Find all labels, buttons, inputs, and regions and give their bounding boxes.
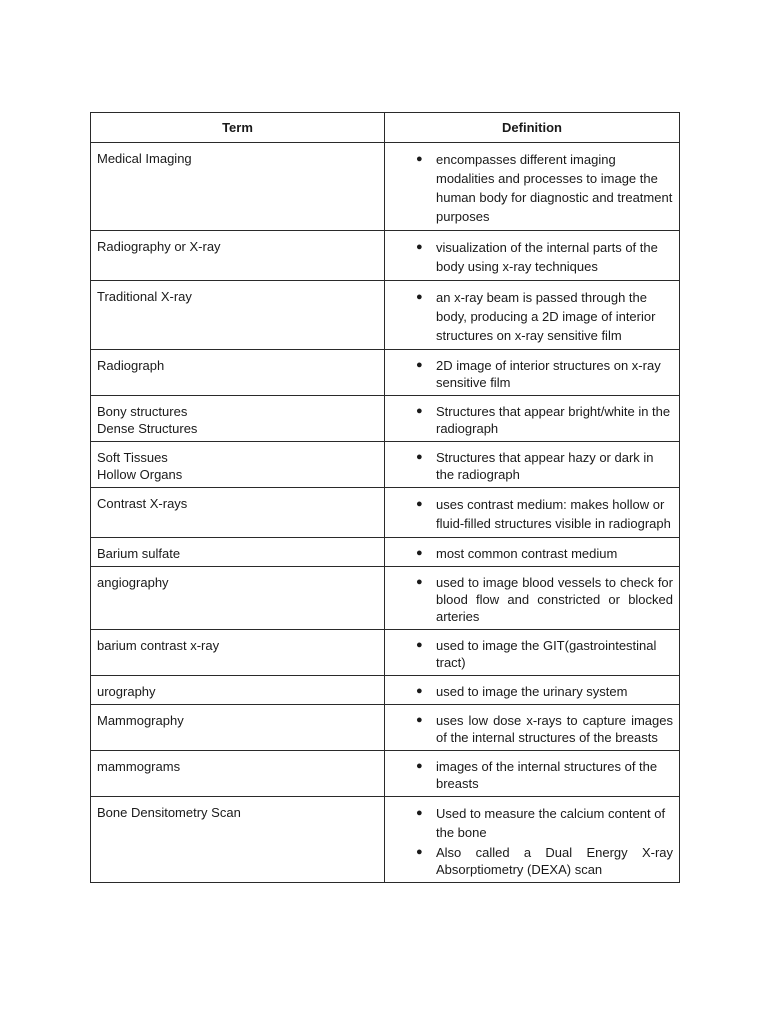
- term-cell: [91, 442, 385, 488]
- bullet-icon: [416, 238, 423, 257]
- definition-list: [391, 758, 673, 792]
- term-cell: [91, 676, 385, 705]
- definition-item: [391, 804, 673, 842]
- definition-cell: [385, 350, 680, 396]
- definition-item: [391, 712, 673, 746]
- definition-text: 2D image of interior structures on x-ray sensitive film: [436, 358, 661, 390]
- bullet-icon: [416, 758, 423, 775]
- definition-item: [391, 495, 673, 533]
- term-text: Radiography or X-ray: [97, 239, 221, 254]
- term-text: Bony structures: [97, 404, 188, 419]
- term-cell: [91, 538, 385, 567]
- term-text: Medical Imaging: [97, 151, 192, 166]
- bullet-icon: [416, 637, 423, 654]
- bullet-icon: [416, 449, 423, 466]
- bullet-icon: [416, 288, 423, 307]
- table-row: [91, 676, 680, 705]
- definition-text: visualization of the internal parts of the body using x-ray techniques: [436, 240, 658, 274]
- glossary-table: [90, 112, 680, 883]
- definition-list: [391, 683, 673, 700]
- term-text: Hollow Organs: [97, 467, 183, 482]
- table-row: [91, 538, 680, 567]
- table-row: [91, 396, 680, 442]
- term-text: Traditional X-ray: [97, 289, 192, 304]
- term-text: urography: [97, 684, 156, 699]
- definition-cell: [385, 488, 680, 538]
- table-row: [91, 567, 680, 630]
- definition-text: used to image the urinary system: [436, 684, 628, 699]
- term-cell: [91, 630, 385, 676]
- table-header-row: [91, 113, 680, 143]
- table-row: [91, 281, 680, 350]
- bullet-icon: [416, 357, 423, 374]
- definition-list: [391, 804, 673, 878]
- table-row: [91, 442, 680, 488]
- definition-list: [391, 288, 673, 345]
- term-text: Soft Tissues: [97, 450, 168, 465]
- definition-list: [391, 150, 673, 226]
- definition-item: [391, 403, 673, 437]
- term-cell: [91, 231, 385, 281]
- definition-text: uses low dose x-rays to capture images of the internal structures of the breasts: [436, 713, 673, 745]
- definition-cell: [385, 705, 680, 751]
- definition-list: [391, 574, 673, 625]
- table-row: [91, 231, 680, 281]
- definition-cell: [385, 630, 680, 676]
- term-cell: [91, 705, 385, 751]
- definition-cell: [385, 396, 680, 442]
- term-text: barium contrast x-ray: [97, 638, 220, 653]
- definition-cell: [385, 751, 680, 797]
- term-text: Bone Densitometry Scan: [97, 805, 241, 820]
- table-row: [91, 705, 680, 751]
- definition-text: used to image blood vessels to check for blood flow and constricted or blocked arteries: [436, 575, 673, 624]
- definition-item: [391, 758, 673, 792]
- definition-cell: [385, 231, 680, 281]
- bullet-icon: [416, 712, 423, 729]
- term-text: Mammography: [97, 713, 184, 728]
- definition-item: [391, 545, 673, 562]
- definition-list: [391, 449, 673, 483]
- term-cell: [91, 396, 385, 442]
- definition-text: an x-ray beam is passed through the body, producing a 2D image of interior structures on x-ray sensitive film: [436, 290, 656, 343]
- term-cell: [91, 281, 385, 350]
- term-text: Contrast X-rays: [97, 496, 188, 511]
- definition-item: [391, 150, 673, 226]
- definition-list: [391, 712, 673, 746]
- bullet-icon: [416, 574, 423, 591]
- definition-item: [391, 683, 673, 700]
- bullet-icon: [416, 545, 423, 562]
- definition-item: [391, 449, 673, 483]
- term-cell: [91, 567, 385, 630]
- definition-column-header: Definition: [385, 113, 680, 143]
- definition-list: [391, 403, 673, 437]
- bullet-icon: [416, 844, 423, 861]
- definition-list: [391, 545, 673, 562]
- definition-cell: [385, 567, 680, 630]
- table-row: [91, 488, 680, 538]
- definition-text: most common contrast medium: [436, 546, 618, 561]
- table-row: [91, 797, 680, 883]
- definition-cell: [385, 676, 680, 705]
- definition-text: Used to measure the calcium content of the bone: [436, 806, 666, 840]
- definition-text: Structures that appear bright/white in the radiograph: [436, 404, 671, 436]
- definition-list: [391, 357, 673, 391]
- term-cell: [91, 797, 385, 883]
- term-cell: [91, 350, 385, 396]
- definition-item: [391, 574, 673, 625]
- definition-list: [391, 495, 673, 533]
- term-text: mammograms: [97, 759, 181, 774]
- table-row: [91, 143, 680, 231]
- definition-item: [391, 288, 673, 345]
- definition-text: used to image the GIT(gastrointestinal tract): [436, 638, 657, 670]
- definition-item: [391, 637, 673, 671]
- term-text: Barium sulfate: [97, 546, 181, 561]
- term-text: Dense Structures: [97, 421, 198, 436]
- definition-text: images of the internal structures of the breasts: [436, 759, 658, 791]
- term-text: angiography: [97, 575, 169, 590]
- term-text: Radiograph: [97, 358, 165, 373]
- definition-item: [391, 844, 673, 878]
- bullet-icon: [416, 804, 423, 823]
- definition-cell: [385, 442, 680, 488]
- term-cell: [91, 751, 385, 797]
- table-row: [91, 751, 680, 797]
- bullet-icon: [416, 403, 423, 420]
- definition-text: Structures that appear hazy or dark in the radiograph: [436, 450, 654, 482]
- definition-cell: [385, 143, 680, 231]
- definition-cell: [385, 538, 680, 567]
- table-row: [91, 630, 680, 676]
- definition-list: [391, 637, 673, 671]
- definition-text: Also called a Dual Energy X-ray Absorptiometry (DEXA) scan: [436, 845, 673, 877]
- term-cell: [91, 143, 385, 231]
- term-cell: [91, 488, 385, 538]
- definition-cell: [385, 797, 680, 883]
- bullet-icon: [416, 683, 423, 700]
- table-row: [91, 350, 680, 396]
- definition-text: encompasses different imaging modalities and processes to image the human body for diagnostic and treatment purposes: [436, 152, 673, 224]
- definition-cell: [385, 281, 680, 350]
- definition-text: uses contrast medium: makes hollow or fluid-filled structures visible in radiograph: [436, 497, 671, 531]
- definition-item: [391, 238, 673, 276]
- bullet-icon: [416, 150, 423, 169]
- definition-list: [391, 238, 673, 276]
- definition-item: [391, 357, 673, 391]
- bullet-icon: [416, 495, 423, 514]
- term-column-header: Term: [91, 113, 385, 143]
